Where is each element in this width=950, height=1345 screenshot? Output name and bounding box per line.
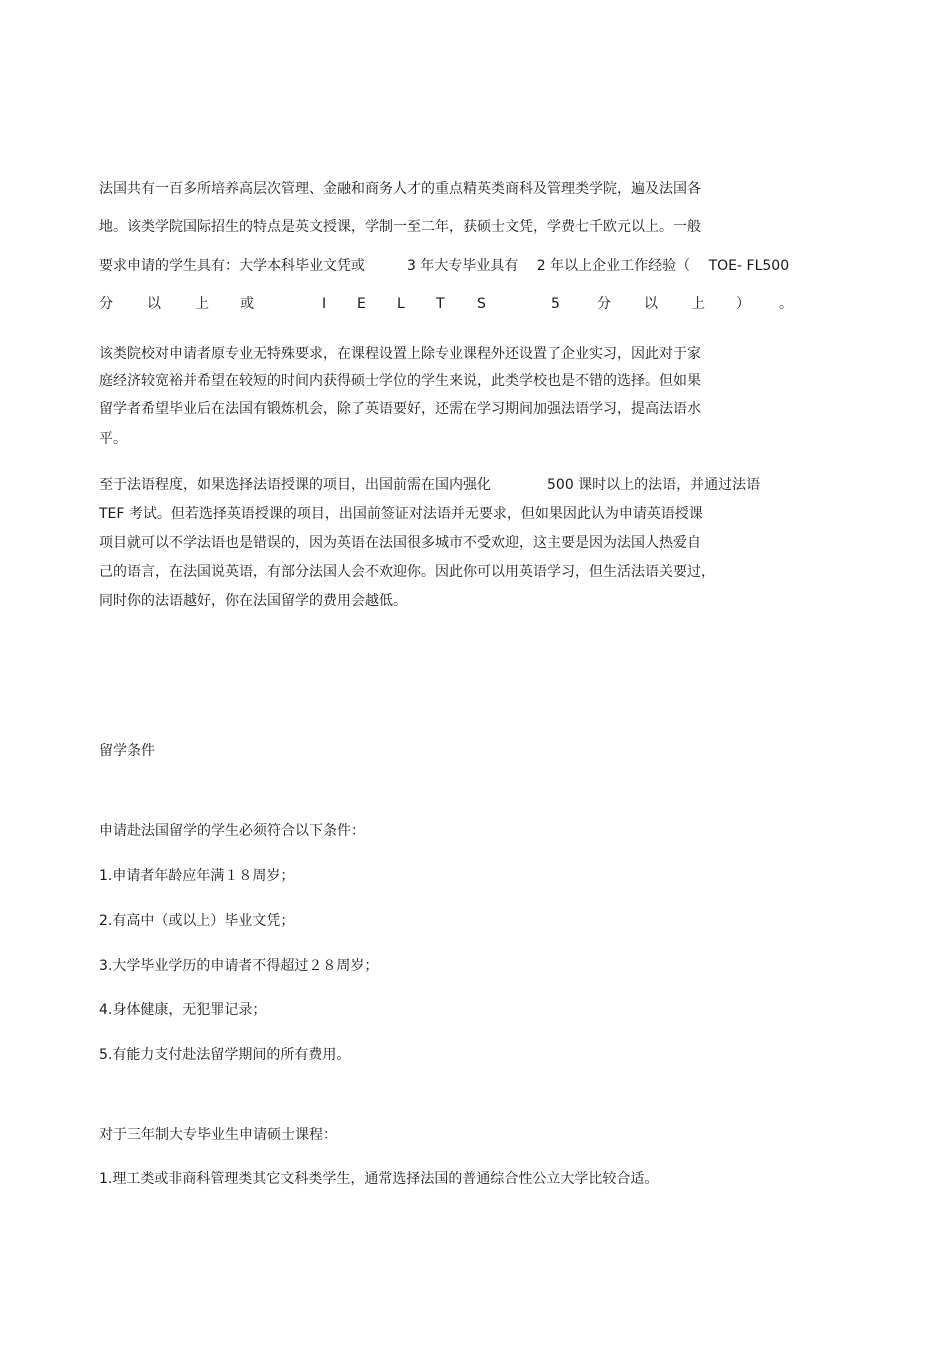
paragraph-2-line-1: 该类院校对申请者原专业无特殊要求，在课程设置上除专业课程外还设置了企业实习，因此对于家 bbox=[99, 346, 701, 362]
paragraph-1-line-1: 法国共有一百多所培养高层次管理、金融和商务人才的重点精英类商科及管理类学院，遍及法国各 bbox=[99, 181, 701, 197]
diploma-item: 1.理工类或非商科管理类其它文科类学生，通常选择法国的普通综合性公立大学比较合适。 bbox=[99, 1171, 659, 1187]
justified-token: E bbox=[357, 296, 366, 312]
justified-token: 5 bbox=[551, 296, 560, 312]
justified-token: 以 bbox=[147, 296, 161, 312]
conditions-intro: 申请赴法国留学的学生必须符合以下条件： bbox=[99, 823, 365, 839]
paragraph-1-line-3: 要求申请的学生具有：大学本科毕业文凭或 3 年大专毕业具有 2 年以上企业工作经验（ TOE- FL500 bbox=[99, 258, 790, 274]
justified-token: T bbox=[436, 296, 445, 312]
paragraph-1-line-2: 地。该类学院国际招生的特点是英文授课，学制一至二年，获硕士文凭，学费七千欧元以上。一般 bbox=[99, 219, 701, 235]
justified-token: L bbox=[397, 296, 405, 312]
justified-token: 上 bbox=[691, 296, 705, 312]
justified-token: 上 bbox=[195, 296, 209, 312]
paragraph-3-line-4: 己的语言，在法国说英语，有部分法国人会不欢迎你。因此你可以用英语学习，但生活法语关要过， bbox=[99, 564, 715, 580]
paragraph-1-line-4 bbox=[99, 295, 799, 315]
paragraph-3-line-3: 项目就可以不学法语也是错误的，因为英语在法国很多城市不受欢迎，这主要是因为法国人热爱自 bbox=[99, 535, 701, 551]
condition-item: 5.有能力支付赴法留学期间的所有费用。 bbox=[99, 1047, 351, 1063]
justified-token: 。 bbox=[779, 296, 793, 312]
justified-token: ） bbox=[736, 296, 750, 312]
paragraph-2-line-2: 庭经济较宽裕并希望在较短的时间内获得硕士学位的学生来说，此类学校也是不错的选择。但如果 bbox=[99, 373, 701, 389]
paragraph-3-line-2: TEF 考试。但若选择英语授课的项目，出国前签证对法语并无要求，但如果因此认为申请英语授课 bbox=[99, 506, 703, 522]
justified-token: 或 bbox=[240, 296, 254, 312]
diploma-intro: 对于三年制大专毕业生申请硕士课程： bbox=[99, 1127, 337, 1143]
justified-token: 分 bbox=[99, 296, 113, 312]
paragraph-2-line-4: 平。 bbox=[99, 431, 127, 447]
condition-item: 4.身体健康，无犯罪记录； bbox=[99, 1002, 267, 1018]
condition-item: 1.申请者年龄应年满１８周岁； bbox=[99, 868, 295, 884]
paragraph-3-line-1: 至于法语程度，如果选择法语授课的项目，出国前需在国内强化 500 课时以上的法语，并通过法语 bbox=[99, 477, 761, 493]
paragraph-3-line-5: 同时你的法语越好，你在法国留学的费用会越低。 bbox=[99, 593, 407, 609]
section-title: 留学条件 bbox=[99, 743, 155, 759]
paragraph-2-line-3: 留学者希望毕业后在法国有锻炼机会，除了英语要好，还需在学习期间加强法语学习，提高法语水 bbox=[99, 401, 701, 417]
condition-item: 3.大学毕业学历的申请者不得超过２８周岁； bbox=[99, 958, 379, 974]
justified-token: S bbox=[477, 296, 486, 312]
justified-token: 分 bbox=[597, 296, 611, 312]
justified-token: 以 bbox=[644, 296, 658, 312]
condition-item: 2.有高中（或以上）毕业文凭； bbox=[99, 913, 295, 929]
justified-token: I bbox=[322, 296, 327, 312]
